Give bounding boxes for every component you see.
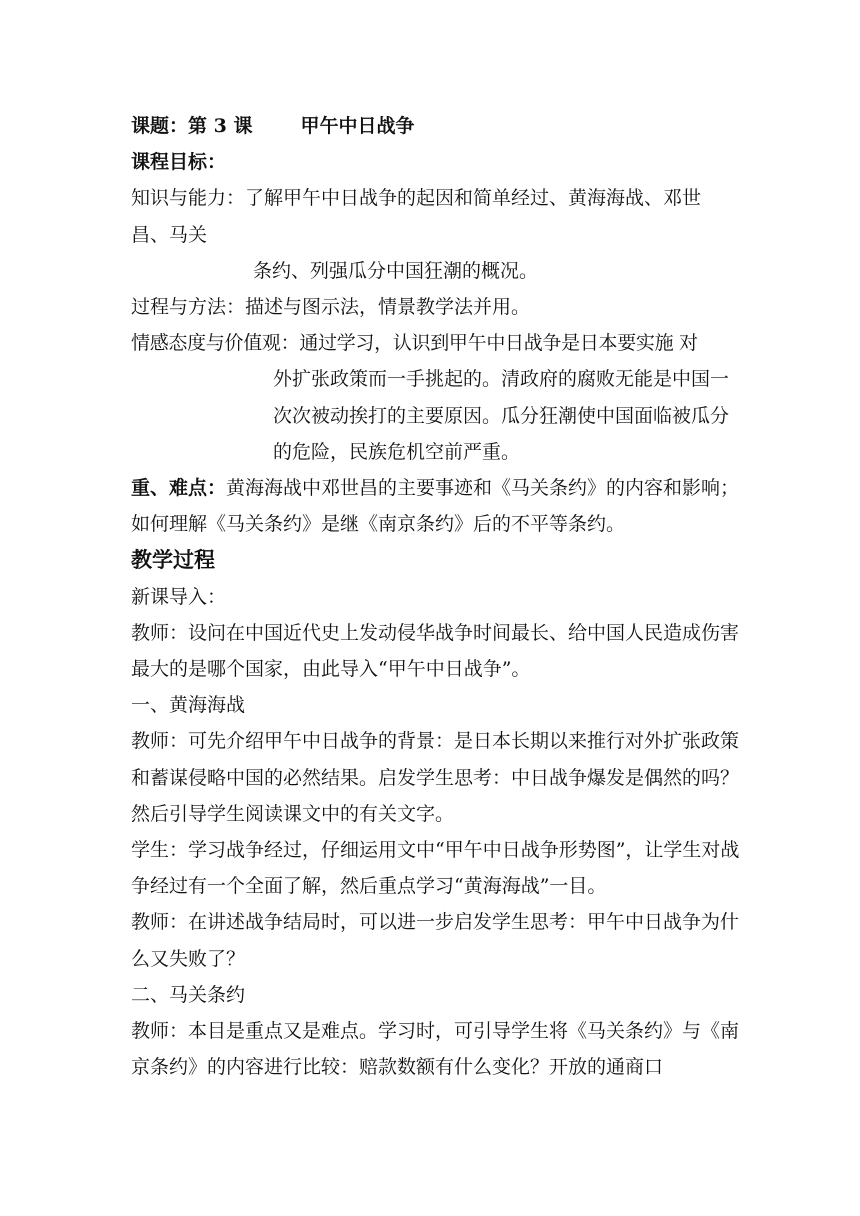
lesson-name: 甲午中日战争 <box>300 115 415 137</box>
section1-heading: 一、黄海海战 <box>131 694 246 717</box>
process-label: 过程与方法： <box>131 296 246 319</box>
key-text: 黄海海战中邓世昌的主要事迹和《马关条约》的内容和影响；如何理解《马关条约》是继《南京条约》后的不平等条约。 <box>131 477 740 536</box>
lesson-title <box>131 108 743 144</box>
goals-heading: 课程目标： <box>131 151 227 174</box>
key-points <box>131 470 743 542</box>
section1-teacher-2: 教师：在讲述战争结局时，可以进一步启发学生思考：甲午中日战争为什么又失败了？ <box>131 911 740 970</box>
emotion-text-1: 通过学习，认识到甲午中日战争是日本要实施 对 <box>299 332 698 355</box>
knowledge-goal-line-1 <box>131 180 743 216</box>
section2-heading: 二、马关条约 <box>131 983 246 1006</box>
emotion-text-2: 外扩张政策而一手挑起的。清政府的腐败无能是中国一次次被动挨打的主要原因。瓜分狂潮使中国面临被瓜分的危险，民族危机空前严重。 <box>273 368 730 463</box>
knowledge-text-1: 了解甲午中日战争的起因和简单经过、黄海海战、邓世 <box>245 187 702 210</box>
emotion-label: 情感态度与价值观： <box>131 332 300 355</box>
process-text: 描述与图示法，情景教学法并用。 <box>245 296 531 319</box>
emotion-goal-line-1 <box>131 325 743 361</box>
section1-teacher-1: 教师：可先介绍甲午中日战争的背景：是日本长期以来推行对外扩张政策和蓄谋侵略中国的必然结果。启发学生思考：中日战争爆发是偶然的吗？然后引导学生阅读课文中的有关文字。 <box>131 730 740 825</box>
knowledge-text-3: 条约、列强瓜分中国狂潮的概况。 <box>253 259 539 282</box>
section2-teacher: 教师：本目是重点又是难点。学习时，可引导学生将《马关条约》与《南京条约》的内容进行比较：赔款数额有什么变化？开放的通商口 <box>131 1020 740 1079</box>
process-goal <box>131 289 743 325</box>
document-body <box>131 108 743 1085</box>
knowledge-text-2: 昌、马关 <box>131 223 208 246</box>
lesson-number: 课题：第 3 课 <box>131 115 253 137</box>
intro-heading: 新课导入： <box>131 585 227 608</box>
teaching-process-heading: 教学过程 <box>131 547 215 573</box>
section1-student: 学生：学习战争经过，仔细运用文中“甲午中日战争形势图”，让学生对战争经过有一个全面了解，然后重点学习“黄海海战”一目。 <box>131 839 740 898</box>
intro-text: 教师：设问在中国近代史上发动侵华战争时间最长、给中国人民造成伤害最大的是哪个国家，由此导入“甲午中日战争”。 <box>131 621 740 681</box>
key-label: 重、难点： <box>131 477 227 500</box>
knowledge-label: 知识与能力： <box>131 187 246 210</box>
